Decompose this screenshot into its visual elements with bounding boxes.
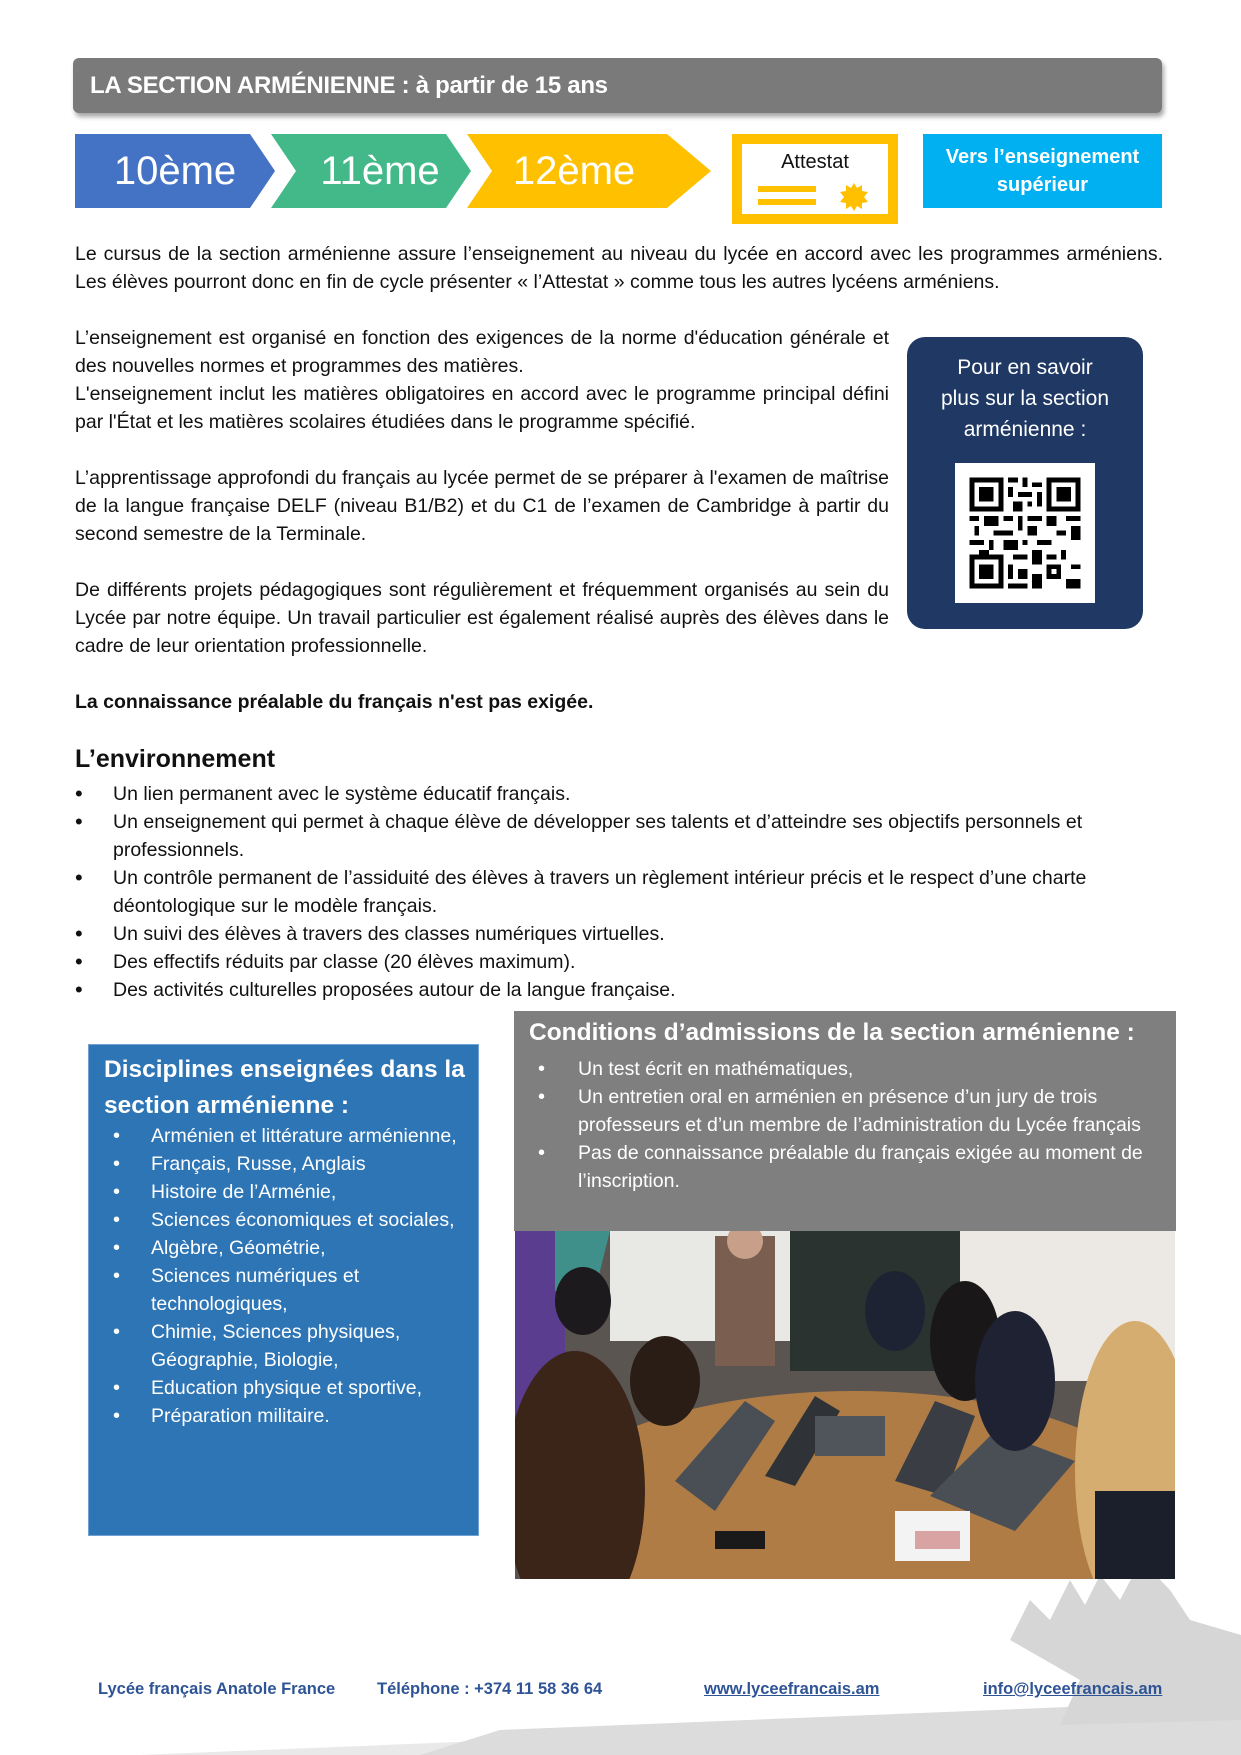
list-item: • Sciences économiques et sociales, xyxy=(110,1206,470,1234)
environment-heading: L’environnement xyxy=(75,745,276,773)
list-item: • Un enseignement qui permet à chaque élève de développer ses talents et d’atteindre ses objectifs personnels et professionnels. xyxy=(75,808,1165,864)
paragraph-curriculum: L'enseignement inclut les matières obligatoires en accord avec le programme principal défini par l'État et les matières scolaires étudiées dans le programme spécifié. xyxy=(75,383,889,433)
step-label: 11ème xyxy=(320,148,440,193)
footer-email-link[interactable]: info@lyceefrancais.am xyxy=(983,1680,1163,1698)
list-item: • Un entretien oral en arménien en présence d’un jury de trois professeurs et d’un membre de l’administration du Lycée français xyxy=(535,1083,1165,1139)
attestat-label: Attestat xyxy=(781,151,849,173)
list-item: • Un contrôle permanent de l’assiduité des élèves à travers un règlement intérieur précis et le respect d’une charte déontologique sur le modèle français. xyxy=(75,864,1165,920)
paragraph-education-norms: L’enseignement est organisé en fonction des exigences de la norme d'éducation générale et des nouvelles normes et programmes des matières. xyxy=(75,327,889,377)
disciplines-heading: Disciplines enseignées dans la section arménienne : xyxy=(104,1056,465,1119)
list-item: • Un test écrit en mathématiques, xyxy=(535,1055,1165,1083)
list-item: • Arménien et littérature arménienne, xyxy=(110,1122,470,1150)
list-item: • Sciences numériques et technologiques, xyxy=(110,1262,470,1318)
mountain-watermark xyxy=(0,1560,1241,1755)
higher-education-line1: Vers l’enseignement xyxy=(945,146,1140,168)
list-item: • Préparation militaire. xyxy=(110,1402,470,1430)
list-item: • Un lien permanent avec le système éducatif français. xyxy=(75,780,1165,808)
qr-text-line3: arménienne : xyxy=(963,418,1087,441)
french-not-required-note: La connaissance préalable du français n'est pas exigée. xyxy=(75,691,594,713)
list-item: • Des activités culturelles proposées autour de la langue française. xyxy=(75,976,1165,1004)
footer-website-link[interactable]: www.lyceefrancais.am xyxy=(704,1680,880,1698)
list-item: • Histoire de l’Arménie, xyxy=(110,1178,470,1206)
step-12eme xyxy=(467,134,711,208)
list-item: • Algèbre, Géométrie, xyxy=(110,1234,470,1262)
environment-list xyxy=(75,780,1165,1004)
list-item: • Français, Russe, Anglais xyxy=(110,1150,470,1178)
attestat-certificate xyxy=(732,134,898,224)
list-item: • Education physique et sportive, xyxy=(110,1374,470,1402)
list-item: • Pas de connaissance préalable du français exigée au moment de l’inscription. xyxy=(535,1139,1165,1195)
disciplines-list xyxy=(110,1122,470,1430)
seal-icon xyxy=(840,183,868,211)
list-item: • Un suivi des élèves à travers des classes numériques virtuelles. xyxy=(75,920,1165,948)
qr-code[interactable] xyxy=(955,463,1095,603)
higher-education-line2: supérieur xyxy=(996,174,1089,196)
intro-paragraph: Le cursus de la section arménienne assure l’enseignement au niveau du lycée en accord avec les programmes arméniens. Les élèves pourront donc en fin de cycle présenter « l’Attestat » comme tous les autres lycéens arméniens. xyxy=(75,243,1163,293)
qr-text-line2: plus sur la section xyxy=(940,387,1110,410)
list-item: • Chimie, Sciences physiques, Géographie, Biologie, xyxy=(110,1318,470,1374)
classroom-photo-illustration xyxy=(515,1231,1175,1579)
certificate-line-icon xyxy=(758,199,816,205)
list-item: • Des effectifs réduits par classe (20 élèves maximum). xyxy=(75,948,1165,976)
step-11eme xyxy=(271,134,471,208)
paragraph-french-learning: L’apprentissage approfondi du français au lycée permet de se préparer à l'examen de maîtrise de la langue française DELF (niveau B1/B2) et du C1 de l’examen de Cambridge à partir du second semestre de la Terminale. xyxy=(75,467,889,545)
step-label: 12ème xyxy=(512,148,636,193)
qr-panel-text xyxy=(907,352,1143,445)
step-label: 10ème xyxy=(113,148,237,193)
certificate-line-icon xyxy=(758,186,816,192)
admissions-list xyxy=(535,1055,1165,1195)
admissions-heading: Conditions d’admissions de la section arménienne : xyxy=(529,1019,1135,1046)
footer-school-name: Lycée français Anatole France xyxy=(98,1680,336,1698)
classroom-photo xyxy=(515,1231,1175,1579)
footer-phone: Téléphone : +374 11 58 36 64 xyxy=(377,1680,603,1698)
step-10eme xyxy=(75,134,275,208)
qr-code-icon xyxy=(955,463,1095,603)
paragraph-projects: De différents projets pédagogiques sont régulièrement et fréquemment organisés au sein du Lycée par notre équipe. Un travail particulier est également réalisé auprès des élèves dans le cadre de leur orientation professionnelle. xyxy=(75,579,889,657)
qr-text-line1: Pour en savoir xyxy=(957,356,1093,379)
higher-education-box xyxy=(923,134,1162,208)
page-title: LA SECTION ARMÉNIENNE : à partir de 15 ans xyxy=(90,72,608,99)
